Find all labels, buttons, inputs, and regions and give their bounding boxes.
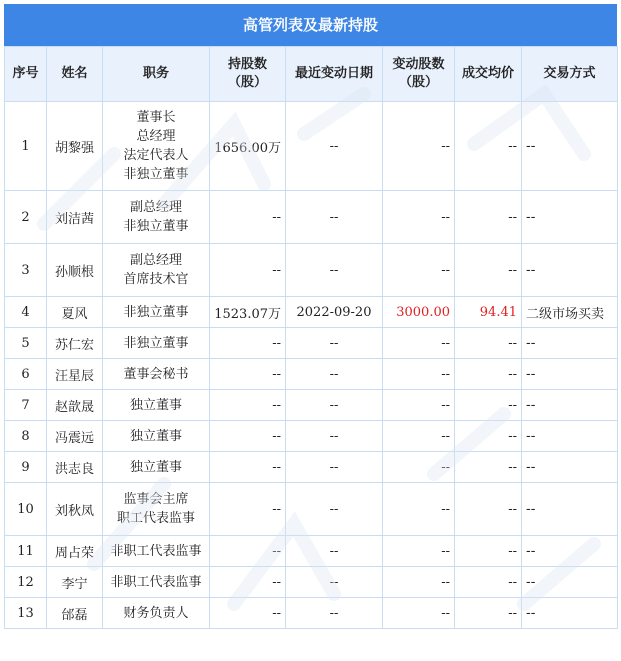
header-text: （股） <box>227 75 267 90</box>
avg-price: -- <box>455 390 522 421</box>
shares-changed: 3000.00 <box>383 297 455 328</box>
table-row <box>5 567 618 598</box>
trade-method: -- <box>522 421 618 452</box>
table-row <box>5 421 618 452</box>
shares-held: 1656.00万 <box>210 102 286 191</box>
shares-held: -- <box>210 328 286 359</box>
shares-held: -- <box>210 536 286 567</box>
position-title: 总经理 <box>136 129 176 144</box>
shares-changed: -- <box>383 452 455 483</box>
change-date: -- <box>286 598 383 629</box>
change-date: -- <box>286 359 383 390</box>
table-row <box>5 390 618 421</box>
position-title: 非独立董事 <box>123 219 189 234</box>
header-row <box>5 47 618 102</box>
change-date: -- <box>286 191 383 244</box>
person-name: 胡黎强 <box>47 102 103 191</box>
person-name: 汪星辰 <box>47 359 103 390</box>
position-title: 副总经理 <box>129 200 182 215</box>
holdings-table <box>4 46 618 629</box>
row-index: 13 <box>5 598 47 629</box>
header-cell <box>383 47 455 102</box>
header-cell <box>210 47 286 102</box>
person-name: 邰磊 <box>47 598 103 629</box>
header-text: 职务 <box>142 66 169 81</box>
change-date: -- <box>286 328 383 359</box>
position-cell <box>103 102 210 191</box>
position-cell <box>103 536 210 567</box>
avg-price: -- <box>455 536 522 567</box>
table-row <box>5 359 618 390</box>
person-name: 孙顺根 <box>47 244 103 297</box>
shares-held: 1523.07万 <box>210 297 286 328</box>
row-index: 2 <box>5 191 47 244</box>
trade-method: -- <box>522 191 618 244</box>
avg-price: -- <box>455 102 522 191</box>
position-title: 非独立董事 <box>123 167 189 182</box>
row-index: 6 <box>5 359 47 390</box>
header-text: 姓名 <box>61 66 88 81</box>
position-title: 非独立董事 <box>123 335 189 351</box>
position-title: 监事会主席 <box>123 492 189 507</box>
trade-method: -- <box>522 390 618 421</box>
trade-method: -- <box>522 483 618 536</box>
shares-held: -- <box>210 567 286 598</box>
shares-changed: -- <box>383 244 455 297</box>
shares-changed: -- <box>383 536 455 567</box>
shares-changed: -- <box>383 483 455 536</box>
avg-price: -- <box>455 191 522 244</box>
person-name: 刘洁茜 <box>47 191 103 244</box>
trade-method: -- <box>522 598 618 629</box>
table-row <box>5 191 618 244</box>
change-date: -- <box>286 244 383 297</box>
avg-price: -- <box>455 421 522 452</box>
shares-held: -- <box>210 244 286 297</box>
avg-price: 94.41 <box>455 297 522 328</box>
position-cell <box>103 421 210 452</box>
shares-held: -- <box>210 359 286 390</box>
person-name: 苏仁宏 <box>47 328 103 359</box>
avg-price: -- <box>455 452 522 483</box>
person-name: 周占荣 <box>47 536 103 567</box>
change-date: -- <box>286 102 383 191</box>
trade-method: -- <box>522 359 618 390</box>
table-row <box>5 536 618 567</box>
change-date: -- <box>286 452 383 483</box>
position-cell <box>103 598 210 629</box>
person-name: 刘秋凤 <box>47 483 103 536</box>
change-date: -- <box>286 390 383 421</box>
row-index: 3 <box>5 244 47 297</box>
person-name: 洪志良 <box>47 452 103 483</box>
position-title: 独立董事 <box>129 428 182 444</box>
holdings-panel <box>4 4 617 629</box>
table-body <box>5 102 618 629</box>
row-index: 11 <box>5 536 47 567</box>
position-cell <box>103 328 210 359</box>
position-title: 董事会秘书 <box>123 366 189 382</box>
header-text: 交易方式 <box>543 66 596 81</box>
row-index: 5 <box>5 328 47 359</box>
table-row <box>5 297 618 328</box>
trade-method: -- <box>522 452 618 483</box>
person-name: 夏风 <box>47 297 103 328</box>
shares-held: -- <box>210 452 286 483</box>
shares-changed: -- <box>383 359 455 390</box>
position-title: 法定代表人 <box>123 148 189 163</box>
shares-held: -- <box>210 483 286 536</box>
shares-changed: -- <box>383 567 455 598</box>
header-text: 序号 <box>12 66 39 81</box>
position-cell <box>103 359 210 390</box>
position-cell <box>103 297 210 328</box>
header-text: 持股数 <box>227 57 267 72</box>
position-title: 职工代表监事 <box>116 511 195 526</box>
position-title: 非职工代表监事 <box>110 574 202 590</box>
table-row <box>5 452 618 483</box>
row-index: 10 <box>5 483 47 536</box>
trade-method: -- <box>522 328 618 359</box>
avg-price: -- <box>455 567 522 598</box>
shares-changed: -- <box>383 390 455 421</box>
header-cell <box>5 47 47 102</box>
change-date: -- <box>286 536 383 567</box>
position-title: 非独立董事 <box>123 304 189 320</box>
avg-price: -- <box>455 244 522 297</box>
shares-held: -- <box>210 598 286 629</box>
trade-method: -- <box>522 536 618 567</box>
row-index: 4 <box>5 297 47 328</box>
shares-changed: -- <box>383 102 455 191</box>
change-date: -- <box>286 421 383 452</box>
header-text: 最近变动日期 <box>294 66 373 81</box>
person-name: 冯震远 <box>47 421 103 452</box>
avg-price: -- <box>455 483 522 536</box>
position-title: 独立董事 <box>129 397 182 413</box>
position-title: 财务负责人 <box>123 605 189 621</box>
person-name: 赵歆晟 <box>47 390 103 421</box>
position-cell <box>103 244 210 297</box>
position-cell <box>103 390 210 421</box>
header-text: （股） <box>398 75 438 90</box>
table-row <box>5 102 618 191</box>
shares-changed: -- <box>383 328 455 359</box>
table-title: 高管列表及最新持股 <box>4 4 617 46</box>
header-cell <box>455 47 522 102</box>
shares-held: -- <box>210 421 286 452</box>
position-cell <box>103 452 210 483</box>
avg-price: -- <box>455 359 522 390</box>
shares-held: -- <box>210 390 286 421</box>
position-title: 副总经理 <box>129 253 182 268</box>
table-row <box>5 598 618 629</box>
position-cell <box>103 483 210 536</box>
shares-changed: -- <box>383 191 455 244</box>
change-date: -- <box>286 483 383 536</box>
position-title: 董事长 <box>136 110 176 125</box>
position-title: 首席技术官 <box>123 272 189 287</box>
row-index: 8 <box>5 421 47 452</box>
header-text: 成交均价 <box>461 66 514 81</box>
change-date: 2022-09-20 <box>286 297 383 328</box>
position-cell <box>103 567 210 598</box>
table-row <box>5 483 618 536</box>
trade-method: 二级市场买卖 <box>522 297 618 328</box>
header-text: 变动股数 <box>392 57 445 72</box>
person-name: 李宁 <box>47 567 103 598</box>
table-row <box>5 328 618 359</box>
trade-method: -- <box>522 244 618 297</box>
position-title: 非职工代表监事 <box>110 543 202 559</box>
trade-method: -- <box>522 102 618 191</box>
avg-price: -- <box>455 328 522 359</box>
shares-changed: -- <box>383 598 455 629</box>
row-index: 1 <box>5 102 47 191</box>
change-date: -- <box>286 567 383 598</box>
shares-held: -- <box>210 191 286 244</box>
table-row <box>5 244 618 297</box>
avg-price: -- <box>455 598 522 629</box>
header-cell <box>47 47 103 102</box>
position-title: 独立董事 <box>129 459 182 475</box>
trade-method: -- <box>522 567 618 598</box>
row-index: 7 <box>5 390 47 421</box>
shares-changed: -- <box>383 421 455 452</box>
header-cell <box>103 47 210 102</box>
row-index: 12 <box>5 567 47 598</box>
header-cell <box>286 47 383 102</box>
position-cell <box>103 191 210 244</box>
header-cell <box>522 47 618 102</box>
row-index: 9 <box>5 452 47 483</box>
